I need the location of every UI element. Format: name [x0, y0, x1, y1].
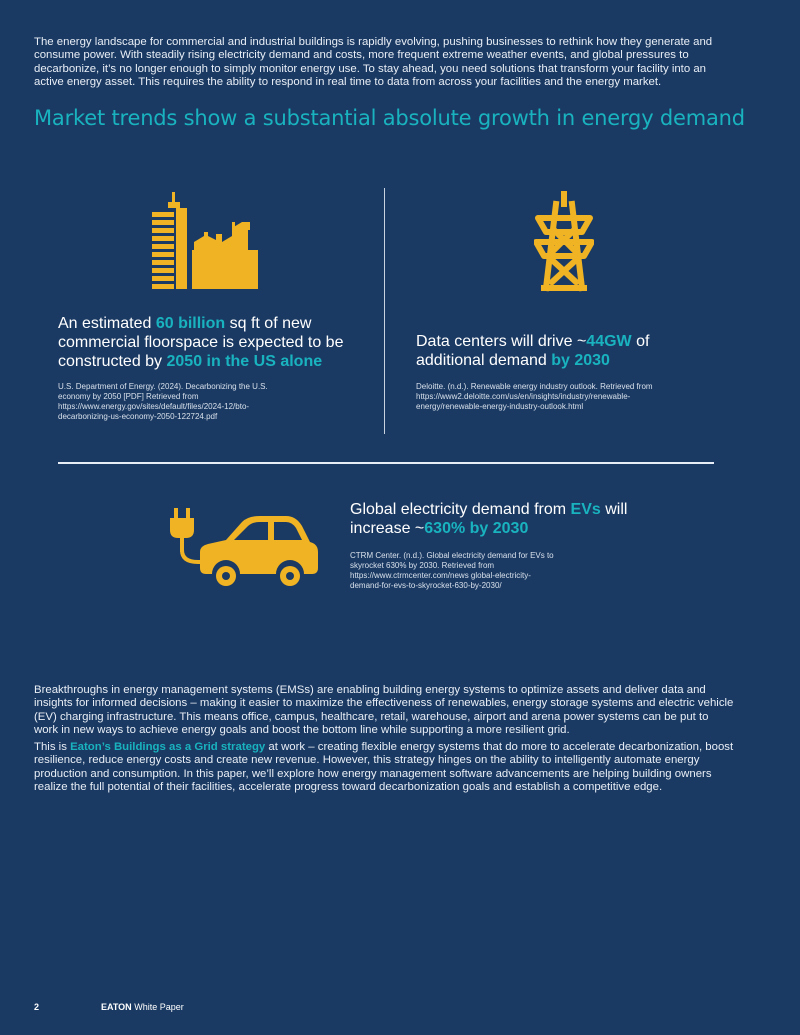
stat-text: An estimated	[58, 315, 156, 332]
evs-source: CTRM Center. (n.d.). Global electricity demand for EVs to skyrocket 630% by 2030. Retrieved from https://www.ctrmcenter.com/news global-electricity-demand-for-evs-to-skyrocket-630-by-2030/	[350, 551, 554, 590]
stat-highlight: 60 billion	[155, 315, 226, 332]
stat-text: of additional demand	[416, 333, 650, 369]
strategy-highlight: Eaton’s Buildings as a Grid strategy	[70, 741, 266, 753]
page-number: 2	[34, 1002, 40, 1012]
section-headline: Market trends show a substantial absolute growth in energy demand	[34, 106, 745, 130]
horizontal-divider	[58, 462, 714, 464]
stat-text: Data centers will drive ~	[416, 333, 587, 350]
stat-highlight: 2050 in the US alone	[166, 353, 323, 370]
datacenters-source: Deloitte. (n.d.). Renewable energy industry outlook. Retrieved from https://www2.deloitte.com/us/en/insights/industry/renewable-energy/renewable-energy-industry-outlook.html	[416, 382, 653, 411]
stat-highlight: EVs	[570, 501, 601, 518]
datacenters-stat	[416, 332, 676, 370]
ev-car-plug-icon	[168, 508, 320, 588]
vertical-divider	[384, 188, 385, 434]
body-text: This is	[34, 741, 71, 753]
floorspace-stat	[58, 314, 368, 371]
document-type: White Paper	[134, 1002, 184, 1012]
brand-name: EATON	[101, 1002, 132, 1012]
stat-text: will increase ~	[350, 501, 628, 537]
evs-stat	[350, 500, 650, 538]
stat-highlight: 44GW	[586, 333, 632, 350]
page-footer	[34, 1002, 184, 1012]
stat-text: Global electricity demand from	[350, 501, 571, 518]
floorspace-source: U.S. Department of Energy. (2024). Decarbonizing the U.S. economy by 2050 [PDF] Retrieved from https://www.energy.gov/sites/default/files/2024-12/bto-decarbonizing-us-economy-2050-122724.pdf	[58, 382, 268, 421]
stat-highlight: by 2030	[551, 352, 610, 369]
intro-paragraph: The energy landscape for commercial and industrial buildings is rapidly evolving, pushing businesses to rethink how they generate and consume power. With steadily rising electricity demand and costs, more frequent extreme weather events, and global pressures to decarbonize, it’s no longer enough to simply monitor energy use. To stay ahead, you need solutions that transform your facility into an active energy asset. This requires the ability to respond in real time to data from across your facilities and the energy market.	[34, 36, 713, 89]
stat-highlight: 630% by 2030	[424, 520, 529, 537]
city-buildings-icon	[152, 192, 260, 292]
body-paragraph-1: Breakthroughs in energy management systems (EMSs) are enabling building energy systems to optimize assets and deliver data and insights for informed decisions – making it easier to maximize the effectiveness of renewables, energy storage systems and electric vehicle (EV) charging infrastructure. This means office, campus, healthcare, retail, warehouse, airport and arena power systems can be put to work in new ways to achieve energy goals and boost the bottom line while supporting a more resilient grid.	[34, 684, 734, 737]
stat-text: sq ft of new commercial floorspace is expected to be constructed by	[58, 315, 344, 370]
body-paragraph-2	[34, 741, 734, 795]
body-text: at work – creating flexible energy systems that do more to accelerate decarbonization, boost resilience, reduce energy costs and create new revenue. However, this strategy hinges on the ability to intelligently automate energy production and consumption. In this paper, we’ll explore how energy management software advancements are helping building owners realize the full potential of their facilities, accelerate progress toward decarbonization goals and establish a competitive edge.	[34, 741, 734, 794]
power-tower-icon	[534, 190, 594, 294]
